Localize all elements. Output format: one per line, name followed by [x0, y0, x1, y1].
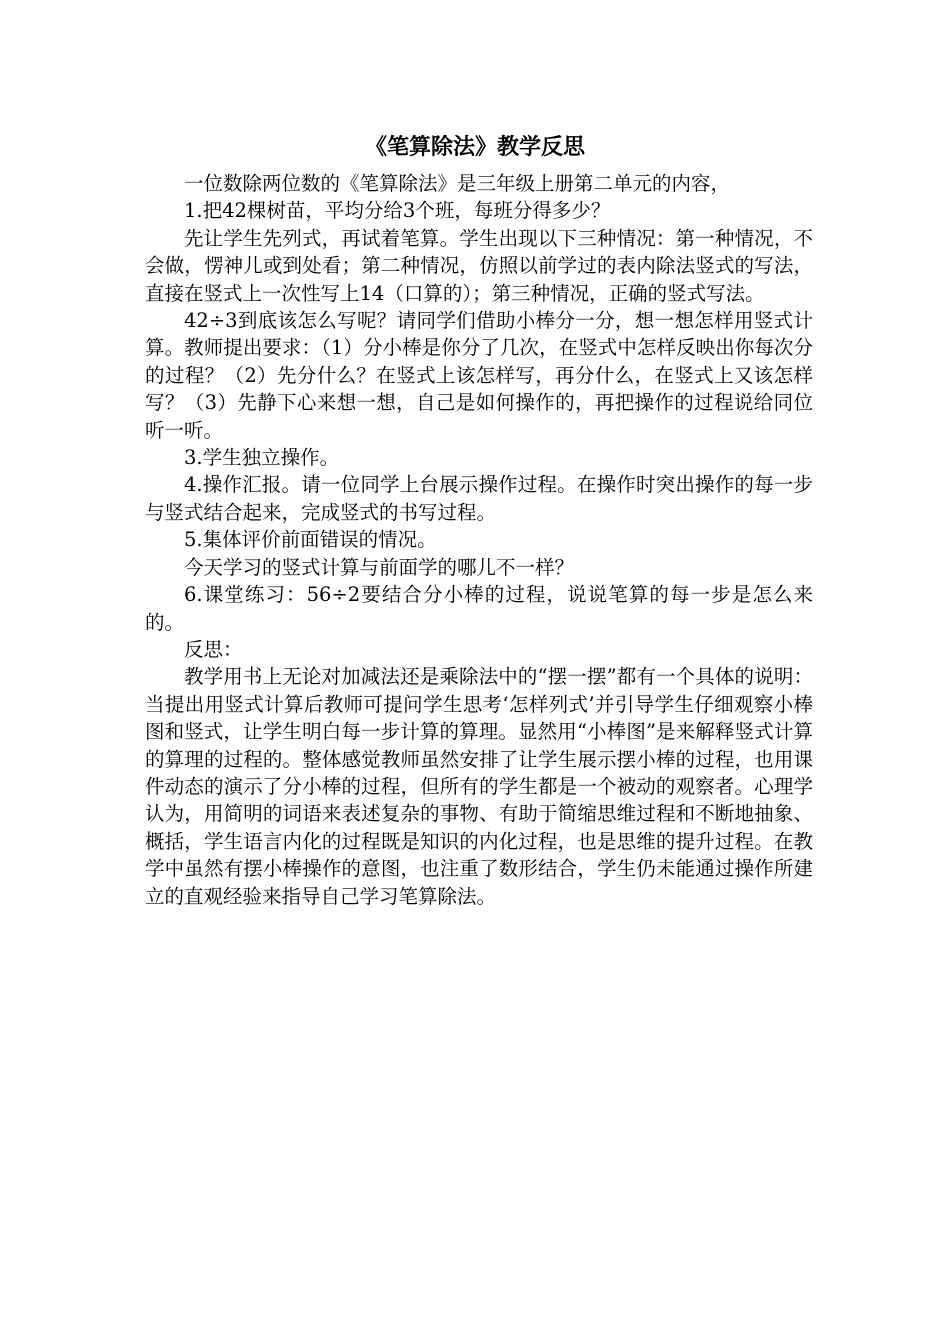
document-title: 《笔算除法》教学反思 [364, 134, 585, 160]
paragraph-step-4: 4.操作汇报。请一位同学上台展示操作过程。在操作时突出操作的每一步与竖式结合起来，完成竖式的书写过程。 [145, 473, 813, 524]
paragraph-intro: 一位数除两位数的《笔算除法》是三年级上册第二单元的内容， [184, 172, 731, 195]
paragraph-step-3: 3.学生独立操作。 [184, 446, 340, 470]
paragraph-reflection-body: 教学用书上无论对加减法还是乘除法中的“摆一摆”都有一个具体的说明：当提出用竖式计算后教师可提问学生思考‘怎样列式’并引导学生仔细观察小棒图和竖式，让学生明白每一步计算的算理。显然用“小棒图”是来解释竖式计算的算理的过程的。整体感觉教师虽然安排了让学生展示摆小棒的过程，也用课件动态的演示了分小棒的过程，但所有的学生都是一个被动的观察者。心理学认为，用简明的词语来表述复杂的事物、有助于简缩思维过程和不断地抽象、概括，学生语言内化的过程既是知识的内化过程，也是思维的提升过程。在教学中虽然有摆小棒操作的意图，也注重了数形结合，学生仍未能通过操作所建立的直观经验来指导自己学习笔算除法。 [145, 665, 813, 908]
paragraph-step-6: 6.课堂练习：56÷2要结合分小棒的过程，说说笔算的每一步是怎么来的。 [145, 583, 813, 634]
document-body [145, 170, 813, 910]
paragraph-three-cases: 先让学生先列式，再试着笔算。学生出现以下三种情况：第一种情况，不会做，愣神儿或到处看；第二种情况，仿照以前学过的表内除法竖式的写法，直接在竖式上一次性写上14（口算的）；第三种情况，正确的竖式写法。 [145, 226, 813, 305]
paragraph-step-5: 5.集体评价前面错误的情况。 [184, 528, 437, 552]
paragraph-requirements: 42÷3到底该怎么写呢？请同学们借助小棒分一分，想一想怎样用竖式计算。教师提出要求：（1）分小棒是你分了几次，在竖式中怎样反映出你每次分的过程？（2）先分什么？在竖式上该怎样写，再分什么，在竖式上又该怎样写？（3）先静下心来想一想，自己是如何操作的，再把操作的过程说给同位听一听。 [145, 309, 813, 442]
paragraph-step-1: 1.把42棵树苗，平均分给3个班，每班分得多少？ [184, 199, 611, 223]
paragraph-reflection-heading: 反思： [184, 637, 243, 661]
paragraph-question: 今天学习的竖式计算与前面学的哪儿不一样？ [184, 555, 575, 579]
